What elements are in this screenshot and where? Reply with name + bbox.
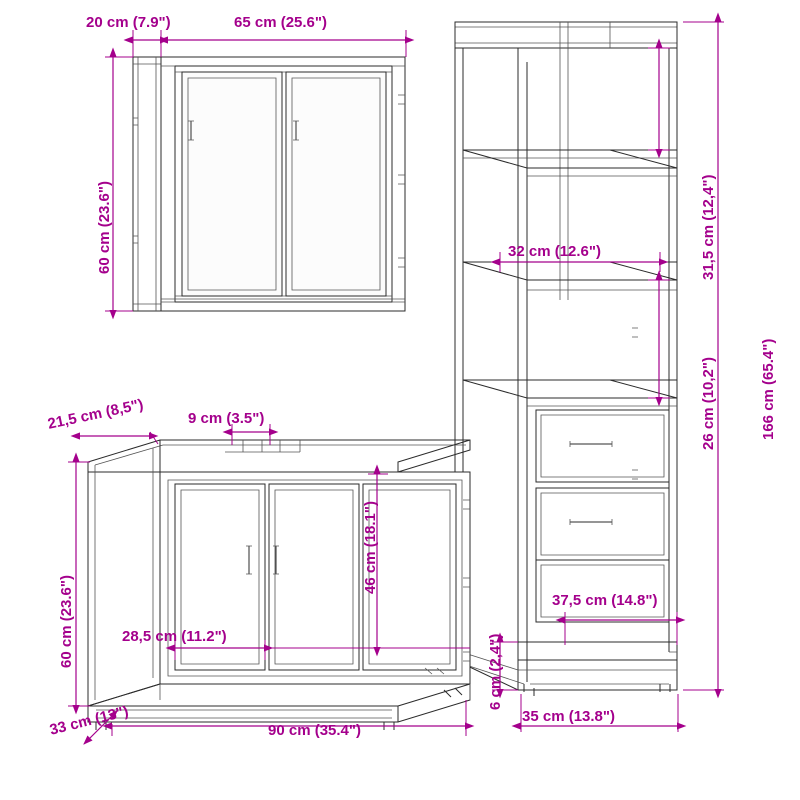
dim-base-cabinet-depth: 33 cm (13") — [47, 702, 131, 739]
dim-wall-cabinet-depth: 20 cm (7.9") — [86, 14, 171, 31]
dim-tall-cabinet-width: 35 cm (13.8") — [522, 708, 615, 725]
dim-tall-cabinet-shelf-depth: 32 cm (12.6") — [508, 243, 601, 260]
dim-base-cabinet-gap: 9 cm (3.5") — [188, 410, 265, 427]
dim-base-cabinet-height: 60 cm (23.6") — [58, 575, 75, 668]
dim-tall-cabinet-lower-gap: 26 cm (10,2") — [700, 357, 717, 450]
dim-wall-cabinet-height: 60 cm (23.6") — [96, 181, 113, 274]
dim-base-cabinet-top-depth: 21,5 cm (8,5") — [46, 395, 145, 433]
dim-tall-cabinet-upper-gap: 31,5 cm (12,4") — [700, 174, 717, 280]
dim-tall-cabinet-base-height: 6 cm (2,4") — [487, 633, 504, 710]
dim-base-cabinet-interior-height: 46 cm (18.1") — [362, 501, 379, 594]
dim-base-cabinet-door-width: 28,5 cm (11.2") — [122, 628, 227, 645]
dim-wall-cabinet-width: 65 cm (25.6") — [234, 14, 327, 31]
dim-tall-cabinet-depth: 37,5 cm (14.8") — [552, 592, 658, 609]
dim-tall-cabinet-total-height: 166 cm (65.4") — [760, 338, 777, 440]
dim-base-cabinet-width: 90 cm (35.4") — [268, 722, 361, 739]
